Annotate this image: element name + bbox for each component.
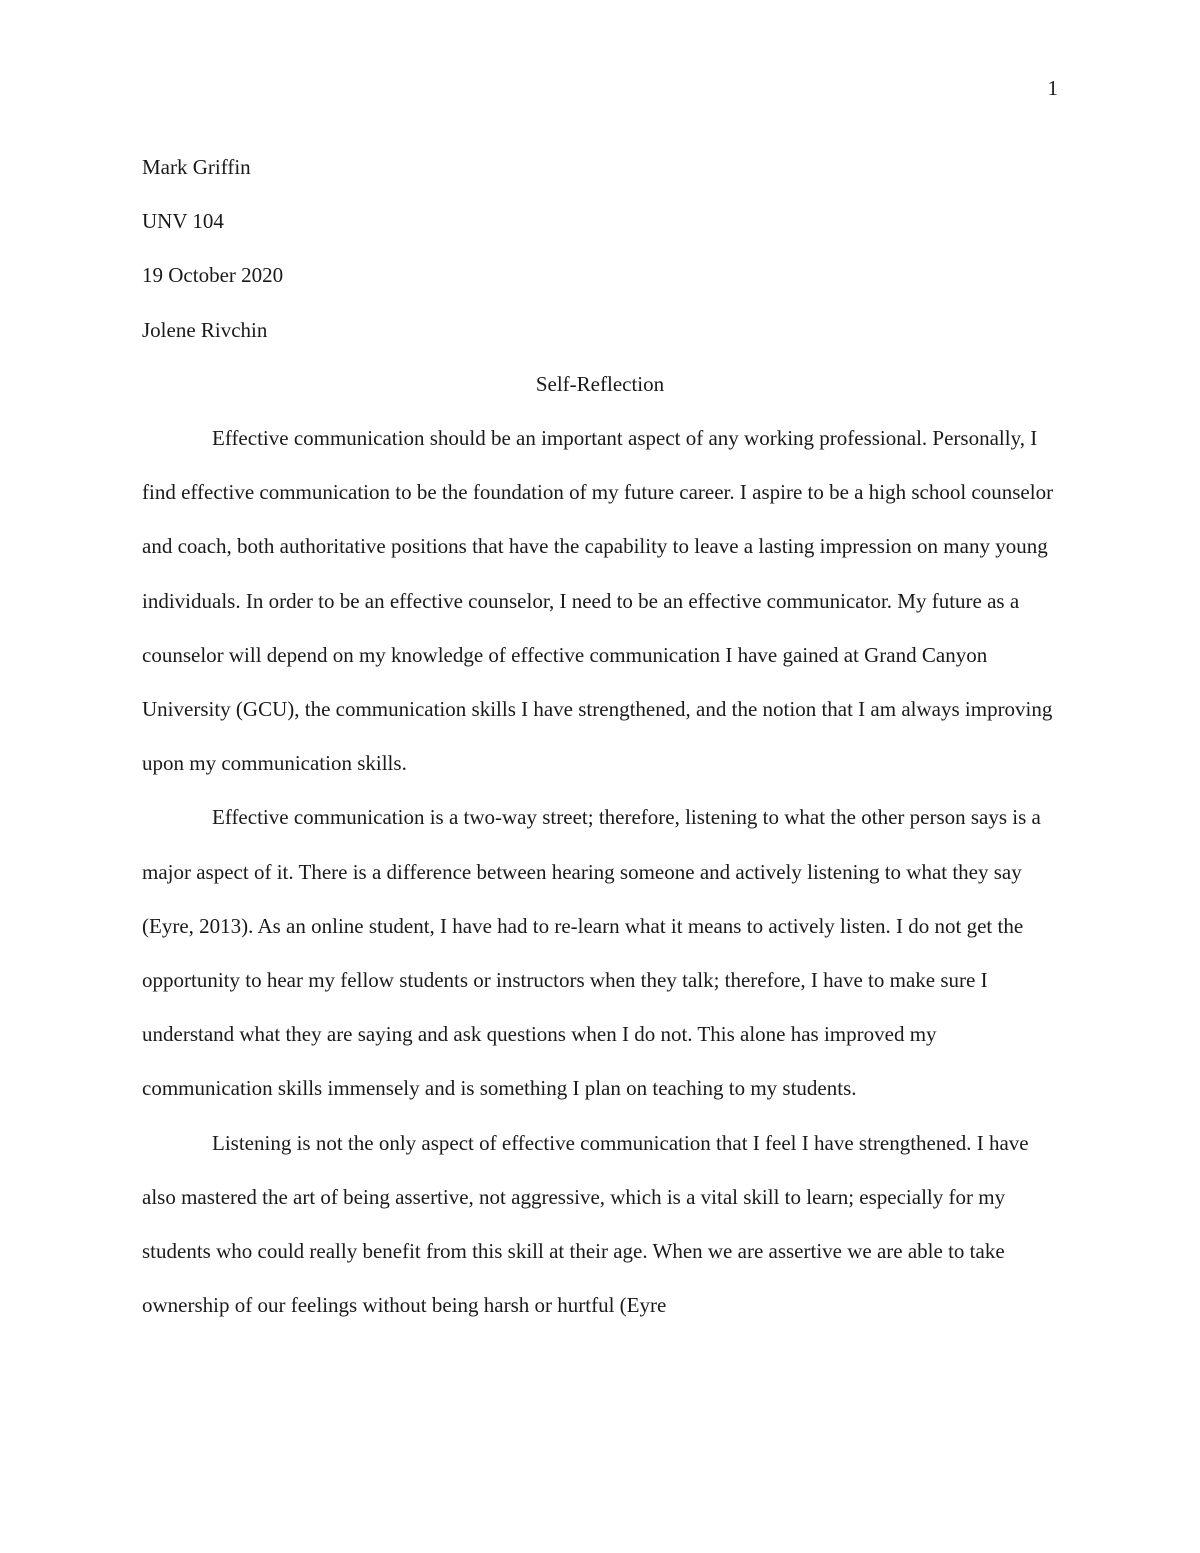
document-title: Self-Reflection xyxy=(535,371,665,396)
document-body xyxy=(142,140,1058,1332)
paragraph-2: Effective communication is a two-way street; therefore, listening to what the other person says is a major aspect of it. There is a difference between hearing someone and actively listening to what they say (Eyre, 2013). As an online student, I have had to re-learn what it means to actively listen. I do not get the opportunity to hear my fellow students or instructors when they talk; therefore, I have to make sure I understand what they are saying and ask questions when I do not. This alone has improved my communication skills immensely and is something I plan on teaching to my students. xyxy=(142,805,1041,1101)
document-date: 19 October 2020 xyxy=(142,263,284,288)
instructor-name: Jolene Rivchin xyxy=(142,317,268,342)
paragraph-3: Listening is not the only aspect of effective communication that I feel I have strengthened. I have also mastered the art of being assertive, not aggressive, which is a vital skill to learn; especially for my students who could really benefit from this skill at their age. When we are assertive we are able to take ownership of our feelings without being harsh or hurtful (Eyre xyxy=(142,1130,1029,1318)
paragraph-1: Effective communication should be an important aspect of any working professional. Personally, I find effective communication to be the foundation of my future career. I aspire to be a high school counselor and coach, both authoritative positions that have the capability to leave a lasting impression on many young individuals. In order to be an effective counselor, I need to be an effective communicator. My future as a counselor will depend on my knowledge of effective communication I have gained at Grand Canyon University (GCU), the communication skills I have strengthened, and the notion that I am always improving upon my communication skills. xyxy=(142,426,1054,776)
page-number: 1 xyxy=(1047,76,1058,100)
course-code: UNV 104 xyxy=(142,209,224,234)
author-name: Mark Griffin xyxy=(142,155,251,179)
